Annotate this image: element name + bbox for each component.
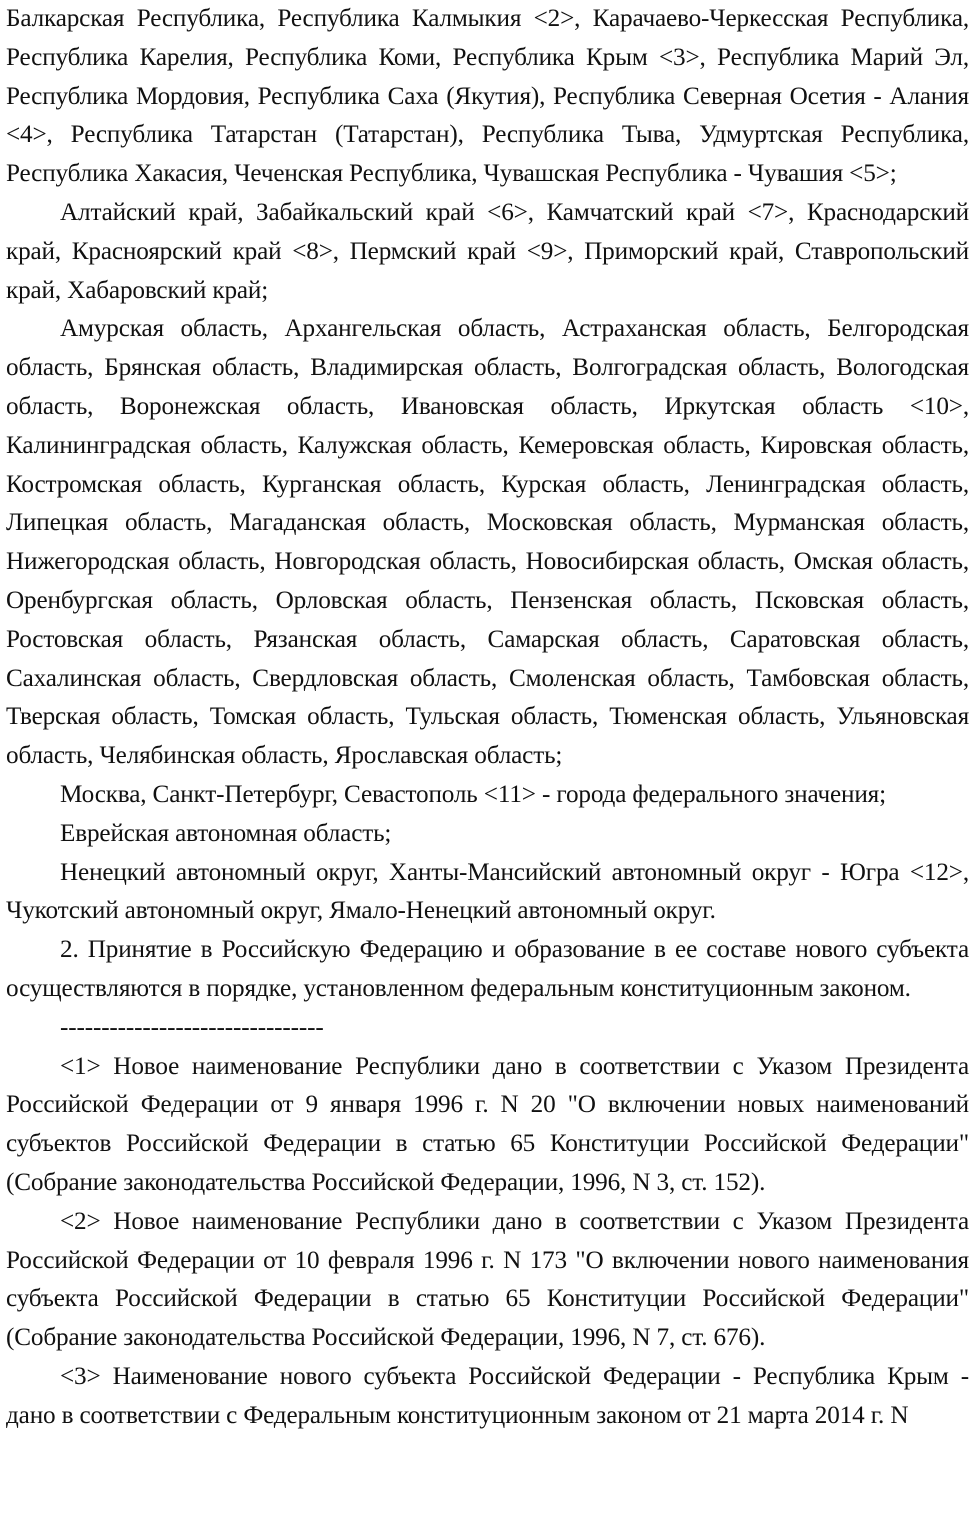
paragraph-autonomous-okrugs: Ненецкий автономный округ, Ханты-Мансийский автономный округ - Югра <12>, Чукотский автономный округ, Ямало-Ненецкий автономный округ. [6,858,969,925]
paragraph-autonomous-oblast: Еврейская автономная область; [60,819,392,847]
paragraph-federal-cities: Москва, Санкт-Петербург, Севастополь <11> - города федерального значения; [60,780,886,808]
paragraph-oblast-list: Амурская область, Архангельская область, Астраханская область, Белгородская область, Брянская область, Владимирская область, Волгоградская область, Вологодская область, Воронежская область, Ивановская область, Иркутская область <10>, Калининградская область, Калужская область, Кемеровская область, Кировская область, Костромская область, Курганская область, Курская область, Ленинградская область, Липецкая область, Магаданская область, Московская область, Мурманская область, Нижегородская область, Новгородская область, Новосибирская область, Омская область, Оренбургская область, Орловская область, Пензенская область, Псковская область, Ростовская область, Рязанская область, Самарская область, Саратовская область, Сахалинская область, Свердловская область, Смоленская область, Тамбовская область, Тверская область, Томская область, Тульская область, Тюменская область, Ульяновская область, Челябинская область, Ярославская область; [6,315,969,770]
footnote-2: <2> Новое наименование Республики дано в соответствии с Указом Президента Российской Федерации от 10 февраля 1996 г. N 173 "О включении нового наименования субъекта Российской Федерации в статью 65 Конституции Российской Федерации" (Собрание законодательства Российской Федерации, 1996, N 7, ст. 676). [6,1207,969,1352]
document-page [6,0,969,1435]
footnote-3: <3> Наименование нового субъекта Российской Федерации - Республика Крым - дано в соответствии с Федеральным конституционным законом от 21 марта 2014 г. N [6,1362,969,1429]
footnote-1: <1> Новое наименование Республики дано в соответствии с Указом Президента Российской Федерации от 9 января 1996 г. N 20 "О включении новых наименований субъектов Российской Федерации в статью 65 Конституции Российской Федерации" (Собрание законодательства Российской Федерации, 1996, N 3, ст. 152). [6,1052,969,1196]
footnote-separator: -------------------------------- [60,1013,324,1041]
paragraph-krai-list: Алтайский край, Забайкальский край <6>, Камчатский край <7>, Краснодарский край, Красноярский край <8>, Пермский край <9>, Приморский край, Ставропольский край, Хабаровский край; [6,198,969,304]
paragraph-article-part-2: 2. Принятие в Российскую Федерацию и образование в ее составе нового субъекта осуществляются в порядке, установленном федеральным конституционным законом. [6,936,969,1002]
paragraph-republics-continued: Балкарская Республика, Республика Калмыкия <2>, Карачаево-Черкесская Республика, Республика Карелия, Республика Коми, Республика Крым <3>, Республика Марий Эл, Республика Мордовия, Республика Саха (Якутия), Республика Северная Осетия - Алания <4>, Республика Татарстан (Татарстан), Республика Тыва, Удмуртская Республика, Республика Хакасия, Чеченская Республика, Чувашская Республика - Чувашия <5>; [6,5,969,188]
